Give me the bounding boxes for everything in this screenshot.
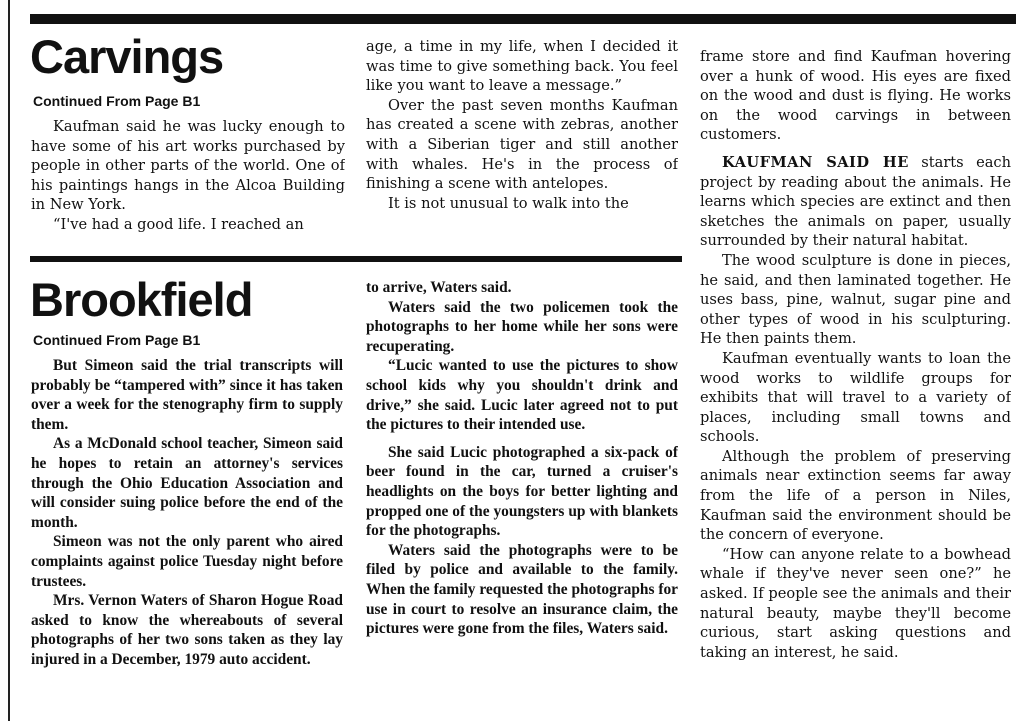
brookfield-continued-line: Continued From Page B1	[33, 332, 201, 348]
paragraph: Mrs. Vernon Waters of Sharon Hogue Road asked to know the whereabouts of several photographs of her two sons taken as they lay injured in a December, 1979 auto accident.	[31, 592, 343, 668]
brookfield-column-2	[366, 278, 678, 716]
paragraph: But Simeon said the trial transcripts will probably be “tampered with” since it has taken over a week for the stenography firm to supply them.	[31, 357, 343, 433]
paragraph: Kaufman said he was lucky enough to have some of his art works purchased by people in other parts of the world. One of his paintings hangs in the Alcoa Building in New York.	[31, 118, 345, 214]
paragraph: “Lucic wanted to use the pictures to show school kids why you shouldn't drink and drive,” she said. Lucic later agreed not to put the pictures to their intended use.	[366, 357, 678, 434]
paragraph: Kaufman eventually wants to loan the wood works to wildlife groups for exhibits that will travel to a variety of places, including small towns and schools.	[700, 349, 1011, 446]
section-rule	[30, 256, 682, 262]
paragraph: The wood sculpture is done in pieces, he said, and then laminated together. He uses bass, pine, walnut, sugar pine and other types of wood in his sculpturing. He then paints them.	[700, 251, 1011, 348]
paragraph: to arrive, Waters said.	[366, 279, 512, 296]
brookfield-column-1	[31, 356, 343, 716]
carvings-continued-line: Continued From Page B1	[33, 93, 201, 109]
paragraph: Waters said the photographs were to be filed by police and available to the family. When the family requested the photographs for use in court to resolve an insurance claim, the pictures were gone from the files, Waters said.	[366, 541, 678, 638]
paragraph: age, a time in my life, when I decided it was time to give something back. You feel like you want to leave a message.”	[366, 38, 678, 95]
subhead-lead: KAUFMAN SAID HE	[722, 153, 909, 171]
paragraph: It is not unusual to walk into the	[388, 194, 629, 212]
carvings-column-3	[700, 47, 1011, 697]
paragraph: Over the past seven months Kaufman has created a scene with zebras, another with a Siberian tiger and still another with whales. He's in the process of finishing a scene with antelopes.	[366, 96, 678, 193]
page-edge-line	[8, 0, 10, 721]
paragraph: She said Lucic photographed a six-pack of beer found in the car, turned a cruiser's headlights on the boys for better lighting and propped one of the youngsters up with blankets for the photographs.	[366, 443, 678, 540]
paragraph: As a McDonald school teacher, Simeon said he hopes to retain an attorney's services through the Ohio Education Association and will consider suing police before the end of the month.	[31, 435, 343, 531]
carvings-column-2	[366, 37, 678, 250]
paragraph: frame store and find Kaufman hovering over a hunk of wood. His eyes are fixed on the wood and dust is flying. He works on the wood carvings in between customers.	[700, 48, 1011, 144]
paragraph: Although the problem of preserving animals near extinction seems far away from the life of a person in Niles, Kaufman said the environment should be the concern of everyone.	[700, 447, 1011, 544]
carvings-headline: Carvings	[30, 30, 224, 83]
paragraph: “I've had a good life. I reached an	[53, 215, 304, 233]
carvings-column-1	[31, 117, 345, 239]
paragraph: Simeon was not the only parent who aired complaints against police Tuesday night before trustees.	[31, 533, 343, 590]
paragraph: “How can anyone relate to a bowhead whale if they've never seen one?” he asked. If people see the animals and their natural beauty, maybe they'll become curious, start asking questions and taking an interest, he said.	[700, 545, 1011, 661]
top-rule	[30, 14, 1016, 24]
paragraph: KAUFMAN SAID HE starts each project by reading about the animals. He learns which species are extinct and then sketches the animals on paper, usually surrounded by their natural habitat.	[700, 153, 1011, 250]
paragraph: Waters said the two policemen took the photographs to her home while her sons were recuperating.	[366, 298, 678, 355]
brookfield-headline: Brookfield	[30, 273, 253, 326]
